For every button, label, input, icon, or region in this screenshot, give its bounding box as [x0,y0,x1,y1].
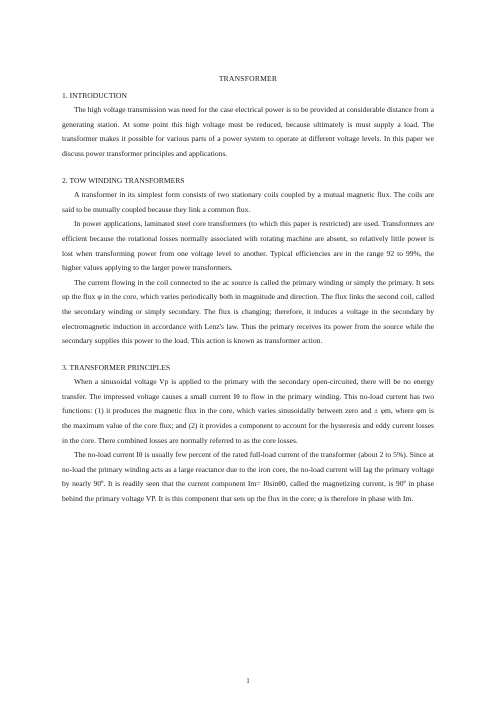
section-principles [62,361,434,507]
section-heading: 3. TRANSFORMER PRINCIPLES [62,362,171,372]
paragraph: In power applications, laminated steel core transformers (to which this paper is restricted) are used. Transformers are efficient because the rotational losses normally associated with rotating machine are absent, so relatively little power is lost when transforming power from one voltage level to another. Typical efficiencies are in the range 92 to 99%, the higher values applying to the larger power transformers. [62,219,434,273]
section-introduction [62,89,434,162]
section-heading: 2. TOW WINDING TRANSFORMERS [62,175,185,185]
paragraph: When a sinusoidal voltage Vp is applied to the primary with the secondary open-circuited, there will be no energy transfer. The impressed voltage causes a small current Iθ to flow in the primary winding. This no-load current has two functions: (1) it produces the magnetic flux in the core, which varies sinusoidally between zero and ± φm, where φm is the maximum value of the core flux; and (2) it provides a component to account for the hysteresis and eddy current losses in the core. There combined losses are normally referred to as the core losses. [62,377,434,445]
section-gap [62,162,434,174]
paragraph: The current flowing in the coil connected to the ac source is called the primary winding or simply the primary. It sets up the flux φ in the core, which varies periodically both in magnitude and direction. The flux links the second coil, called the secondary winding or simply secondary. The flux is changing; therefore, it induces a voltage in the secondary by electromagnetic induction in accordance with Lenz's law. Thus the primary receives its power from the source while the secondary supplies this power to the load. This action is known as transformer action. [62,277,434,346]
document-title: TRANSFORMER [218,74,278,83]
paragraph: The no-load current Iθ is usually few percent of the rated full-load current of the transformer (about 2 to 5%). Since at no-load the primary winding acts as a large reactance due to the iron core, the no-load current will lag the primary voltage by nearly 90º. It is readily seen that the current component Im= I0sinθ0, called the magnetizing current, is 90º in phase behind the primary voltage VP. It is this component that sets up the flux in the core; φ is therefore in phase with Im. [62,450,434,504]
section-two-winding [62,174,434,349]
section-heading: 1. INTRODUCTION [62,90,127,100]
paragraph: A transformer in its simplest form consists of two stationary coils coupled by a mutual magnetic flux. The coils are said to be mutually coupled because they link a common flux. [62,190,434,214]
page-number: 1 [246,677,250,685]
section-gap [62,349,434,361]
paragraph: The high voltage transmission was need for the case electrical power is to be provided at considerable distance from a generating station. At some point this high voltage must be reduced, because ultimately is must supply a load. The transformer makes it possible for various parts of a power system to operate at different voltage levels. In this paper we discuss power transformer principles and applications. [62,105,434,158]
